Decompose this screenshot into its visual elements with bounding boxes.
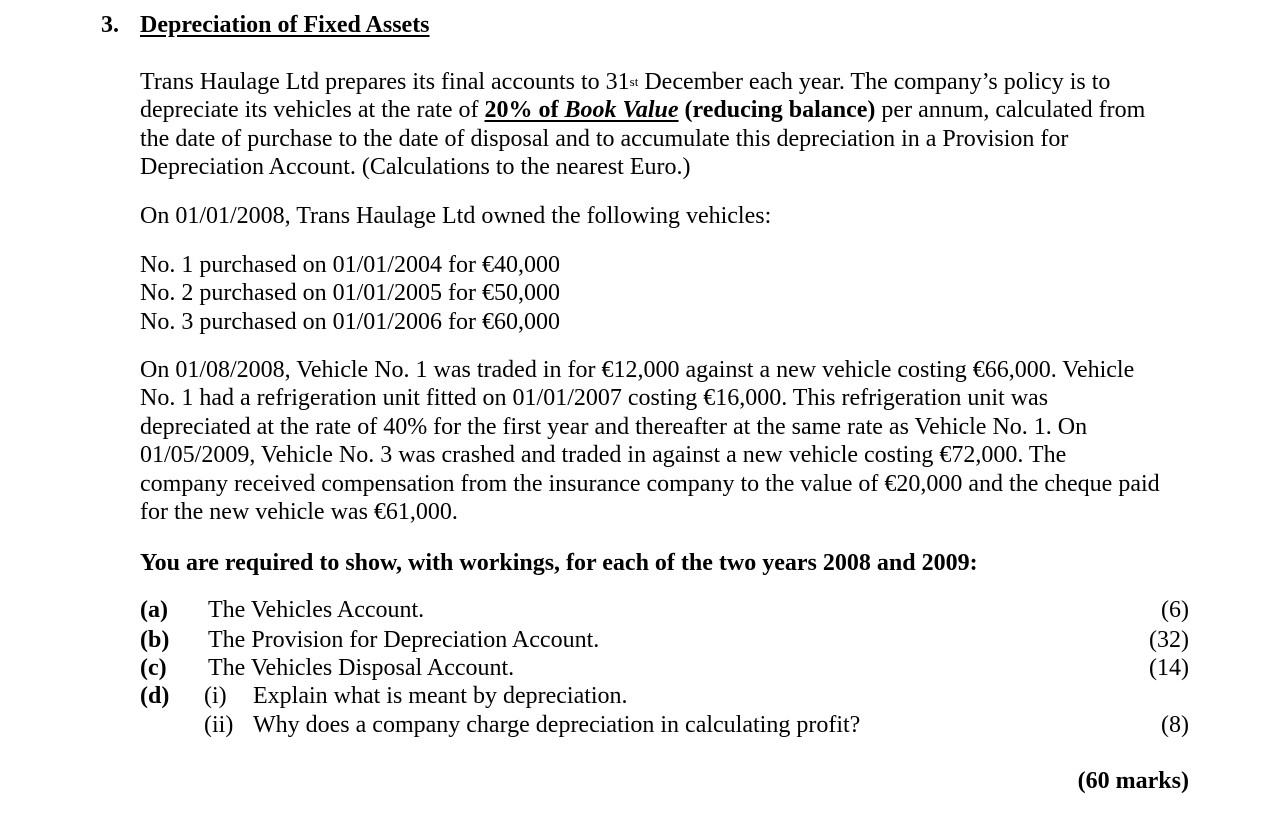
ordinal-suffix: st (629, 74, 639, 89)
vehicle-item: No. 3 purchased on 01/01/2006 for €60,000 (140, 308, 560, 335)
vehicle-list (140, 251, 1200, 336)
requirement-statement: You are required to show, with workings, for each of the two years 2008 and 2009: (140, 550, 978, 576)
question-text: The Vehicles Disposal Account. (208, 655, 515, 681)
events-line: depreciated at the rate of 40% for the first year and thereafter at the same rate as Vehicle No. 1. On (140, 413, 1088, 440)
subquestion-numeral: (ii) (204, 712, 234, 738)
question-text: The Vehicles Account. (208, 597, 425, 623)
owned-intro: On 01/01/2008, Trans Haulage Ltd owned the following vehicles: (140, 203, 772, 229)
events-line: No. 1 had a refrigeration unit fitted on 01/01/2007 costing €16,000. This refrigeration unit was (140, 385, 1049, 412)
reducing-balance-emphasis: (reducing balance) (678, 97, 876, 124)
question-b (140, 626, 1189, 654)
question-text: The Provision for Depreciation Account. (208, 627, 600, 653)
question-heading (101, 11, 430, 39)
events-line: for the new vehicle was €61,000. (140, 499, 458, 526)
subquestion-text: Explain what is meant by depreciation. (253, 683, 628, 709)
question-a (140, 596, 1189, 624)
intro-paragraph (140, 68, 1200, 182)
subquestion-numeral: (i) (204, 683, 227, 709)
intro-line-4: Depreciation Account. (Calculations to the nearest Euro.) (140, 154, 691, 181)
question-title: Depreciation of Fixed Assets (140, 12, 430, 38)
question-marks: (8) (1161, 712, 1189, 738)
vehicle-item: No. 2 purchased on 01/01/2005 for €50,000 (140, 280, 560, 307)
events-line: 01/05/2009, Vehicle No. 3 was crashed and traded in against a new vehicle costing €72,000. The (140, 442, 1067, 469)
question-letter: (d) (140, 683, 170, 709)
question-marks: (32) (1149, 627, 1189, 653)
question-letter: (a) (140, 597, 168, 623)
book-value-emphasis: Book Value (564, 97, 679, 124)
subquestion-text: Why does a company charge depreciation in calculating profit? (253, 712, 861, 738)
rate-emphasis: 20% of (484, 97, 565, 124)
intro-line-3: the date of purchase to the date of disposal and to accumulate this depreciation in a Provision for (140, 125, 1069, 152)
question-marks: (6) (1161, 597, 1189, 623)
question-letter: (b) (140, 627, 170, 653)
question-number: 3. (101, 12, 119, 38)
question-d-ii (140, 711, 1189, 739)
question-letter: (c) (140, 655, 167, 681)
vehicle-item: No. 1 purchased on 01/01/2004 for €40,000 (140, 252, 560, 278)
question-marks: (14) (1149, 655, 1189, 681)
events-line: company received compensation from the insurance company to the value of €20,000 and the cheque paid (140, 470, 1160, 497)
question-d-i (140, 682, 1189, 710)
intro-line-2: depreciate its vehicles at the rate of 20% of Book Value (reducing balance) per annum, calculated from (140, 97, 1146, 124)
intro-line-1: Trans Haulage Ltd prepares its final accounts to 31st December each year. The company’s policy is to (140, 69, 1111, 95)
total-marks: (60 marks) (1077, 768, 1189, 794)
events-line: On 01/08/2008, Vehicle No. 1 was traded in for €12,000 against a new vehicle costing €66,000. Vehicle (140, 357, 1135, 383)
question-c (140, 654, 1189, 682)
events-paragraph (140, 356, 1200, 526)
